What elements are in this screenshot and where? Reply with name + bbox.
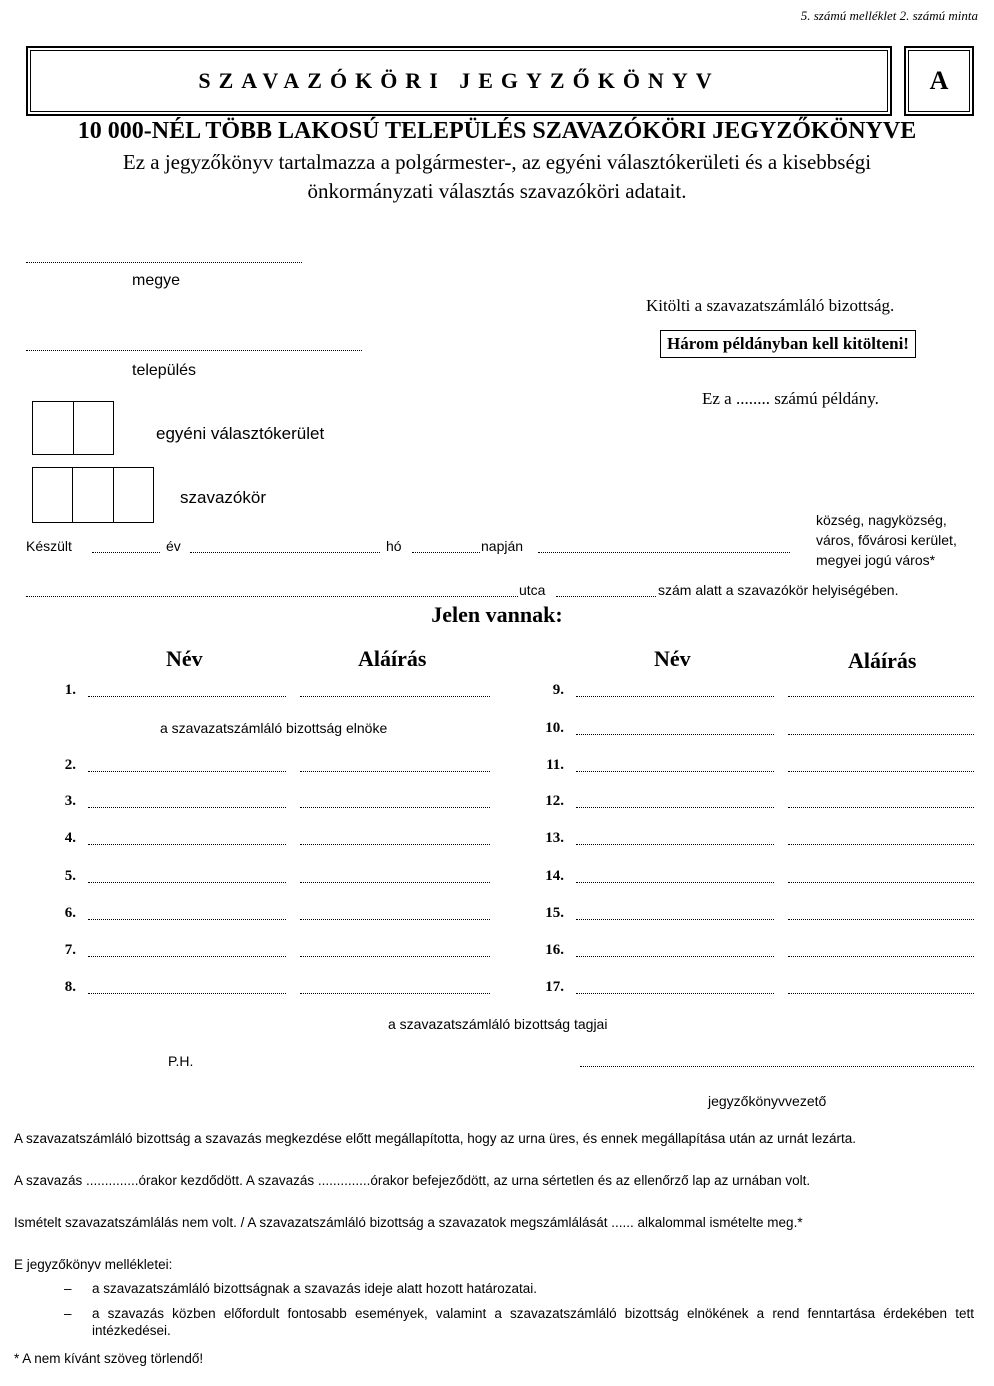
- day-label: napján: [481, 538, 524, 554]
- recount-paragraph: Ismételt szavazatszámlálás nem volt. / A szavazatszámláló bizottság a szavazatok megszámlálását ...... alkalommal ismételte meg.*: [14, 1215, 803, 1230]
- precinct-label: szavazókör: [180, 488, 266, 507]
- form-title-box: [26, 46, 892, 116]
- form-letter: A: [929, 66, 949, 95]
- copy-number-note: Ez a ........ számú példány.: [702, 389, 879, 408]
- signature-header-right: Aláírás: [848, 648, 917, 673]
- prepared-label: Készült: [26, 538, 72, 554]
- member-signature-field[interactable]: [300, 696, 490, 697]
- recorder-signature-field[interactable]: [580, 1066, 974, 1067]
- recorder-label: jegyzőkönyvvezető: [708, 1093, 827, 1109]
- member-row-number: 10.: [545, 720, 564, 736]
- day-field[interactable]: [412, 552, 480, 553]
- member-signature-field[interactable]: [788, 696, 974, 697]
- urn-paragraph: A szavazatszámláló bizottság a szavazás megkezdése előtt megállapította, hogy az urna üres, és ennek megállapítása után az urnát lezárta.: [14, 1131, 856, 1146]
- member-row-number: 13.: [545, 830, 564, 846]
- copies-note: Három példányban kell kitölteni!: [667, 334, 909, 353]
- voting-time-paragraph: A szavazás ..............órakor kezdődött. A szavazás ..............órakor befejeződött, az urna sértetlen és az ellenőrző lap az urnában volt.: [14, 1173, 811, 1188]
- member-name-field[interactable]: [88, 956, 286, 957]
- member-name-field[interactable]: [576, 771, 774, 772]
- member-name-field[interactable]: [576, 696, 774, 697]
- name-header-left: Név: [166, 646, 203, 671]
- settlement-types: [816, 510, 957, 570]
- member-name-field[interactable]: [88, 696, 286, 697]
- member-name-field[interactable]: [576, 844, 774, 845]
- member-name-field[interactable]: [88, 807, 286, 808]
- main-title: 10 000-NÉL TÖBB LAKOSÚ TELEPÜLÉS SZAVAZÓKÖRI JEGYZŐKÖNYVE: [77, 118, 917, 144]
- member-signature-field[interactable]: [788, 919, 974, 920]
- member-name-field[interactable]: [88, 882, 286, 883]
- signature-header-left: Aláírás: [358, 646, 427, 671]
- member-row-number: 5.: [64, 868, 76, 884]
- copies-note-box: [660, 330, 916, 358]
- attachments-title: E jegyzőkönyv mellékletei:: [14, 1257, 173, 1272]
- month-field[interactable]: [190, 552, 380, 553]
- member-signature-field[interactable]: [788, 882, 974, 883]
- member-row-number: 15.: [545, 905, 564, 921]
- member-name-field[interactable]: [576, 993, 774, 994]
- filled-by-note: Kitölti a szavazatszámláló bizottság.: [646, 296, 895, 315]
- form-letter-box: [904, 46, 974, 116]
- member-row-number: 8.: [64, 979, 76, 995]
- member-name-field[interactable]: [88, 919, 286, 920]
- member-row-number: 14.: [545, 868, 564, 884]
- member-name-field[interactable]: [88, 993, 286, 994]
- member-signature-field[interactable]: [788, 771, 974, 772]
- subtitle: [20, 148, 974, 206]
- name-header-right: Név: [654, 646, 691, 671]
- member-name-field[interactable]: [576, 734, 774, 735]
- member-signature-field[interactable]: [788, 807, 974, 808]
- settlement-field[interactable]: [26, 350, 362, 351]
- member-signature-field[interactable]: [300, 882, 490, 883]
- member-row-number: 7.: [64, 942, 76, 958]
- footnote: * A nem kívánt szöveg törlendő!: [14, 1351, 204, 1366]
- year-label: év: [166, 538, 181, 554]
- member-row-number: 16.: [545, 942, 564, 958]
- street-number-suffix: szám alatt a szavazókör helyiségében.: [658, 582, 899, 598]
- member-signature-field[interactable]: [300, 919, 490, 920]
- form-title: SZAVAZÓKÖRI JEGYZŐKÖNYV: [198, 68, 720, 93]
- street-label: utca: [519, 582, 546, 598]
- street-number-field[interactable]: [556, 596, 656, 597]
- member-row-number: 11.: [546, 757, 564, 773]
- member-name-field[interactable]: [88, 844, 286, 845]
- member-name-field[interactable]: [576, 882, 774, 883]
- member-name-field[interactable]: [576, 956, 774, 957]
- year-field[interactable]: [92, 552, 160, 553]
- member-name-field[interactable]: [576, 919, 774, 920]
- member-row-number: 2.: [64, 757, 76, 773]
- member-signature-field[interactable]: [300, 956, 490, 957]
- member-signature-field[interactable]: [788, 993, 974, 994]
- attachment-1: a szavazatszámláló bizottságnak a szavazás ideje alatt hozott határozatai.: [92, 1281, 537, 1296]
- member-signature-field[interactable]: [788, 734, 974, 735]
- member-row-number: 12.: [545, 793, 564, 809]
- member-signature-field[interactable]: [300, 993, 490, 994]
- member-row-number: 1.: [64, 682, 76, 698]
- settlement-types-3: megyei jogú város*: [816, 552, 936, 568]
- settlement-name-field[interactable]: [538, 552, 790, 553]
- member-row-number: 6.: [64, 905, 76, 921]
- district-number-boxes[interactable]: [32, 401, 114, 455]
- chair-caption: a szavazatszámláló bizottság elnöke: [160, 720, 388, 736]
- district-label: egyéni választókerület: [156, 424, 325, 443]
- settlement-label: település: [132, 362, 197, 379]
- member-signature-field[interactable]: [788, 956, 974, 957]
- street-field[interactable]: [26, 596, 518, 597]
- member-signature-field[interactable]: [300, 807, 490, 808]
- attachment-2: a szavazás közben előfordult fontosabb események, valamint a szavazatszámláló bizottság elnökének a rend fenntartása érdekében tett intézkedései.: [92, 1306, 974, 1338]
- bullet-dash-2: –: [64, 1306, 72, 1321]
- county-label: megye: [132, 272, 181, 289]
- stamp-label: P.H.: [168, 1053, 194, 1069]
- member-signature-field[interactable]: [300, 771, 490, 772]
- bullet-dash-1: –: [64, 1281, 72, 1296]
- member-row-number: 4.: [64, 830, 76, 846]
- member-signature-field[interactable]: [300, 844, 490, 845]
- member-row-number: 17.: [545, 979, 564, 995]
- member-signature-field[interactable]: [788, 844, 974, 845]
- subtitle-line-1: Ez a jegyzőkönyv tartalmazza a polgármester-, az egyéni választókerületi és a kisebbségi: [122, 150, 872, 174]
- attendance-heading: Jelen vannak:: [431, 602, 563, 627]
- settlement-types-1: község, nagyközség,: [816, 512, 947, 528]
- member-name-field[interactable]: [88, 771, 286, 772]
- member-name-field[interactable]: [576, 807, 774, 808]
- member-row-number: 9.: [552, 682, 564, 698]
- precinct-number-boxes[interactable]: [32, 467, 154, 523]
- appendix-reference: 5. számú melléklet 2. számú minta: [800, 8, 978, 23]
- settlement-types-2: város, fővárosi kerület,: [816, 532, 957, 548]
- members-caption: a szavazatszámláló bizottság tagjai: [388, 1016, 608, 1032]
- member-row-number: 3.: [64, 793, 76, 809]
- county-field[interactable]: [26, 262, 302, 263]
- month-label: hó: [386, 538, 402, 554]
- subtitle-line-2: önkormányzati választás szavazóköri adatait.: [307, 179, 687, 203]
